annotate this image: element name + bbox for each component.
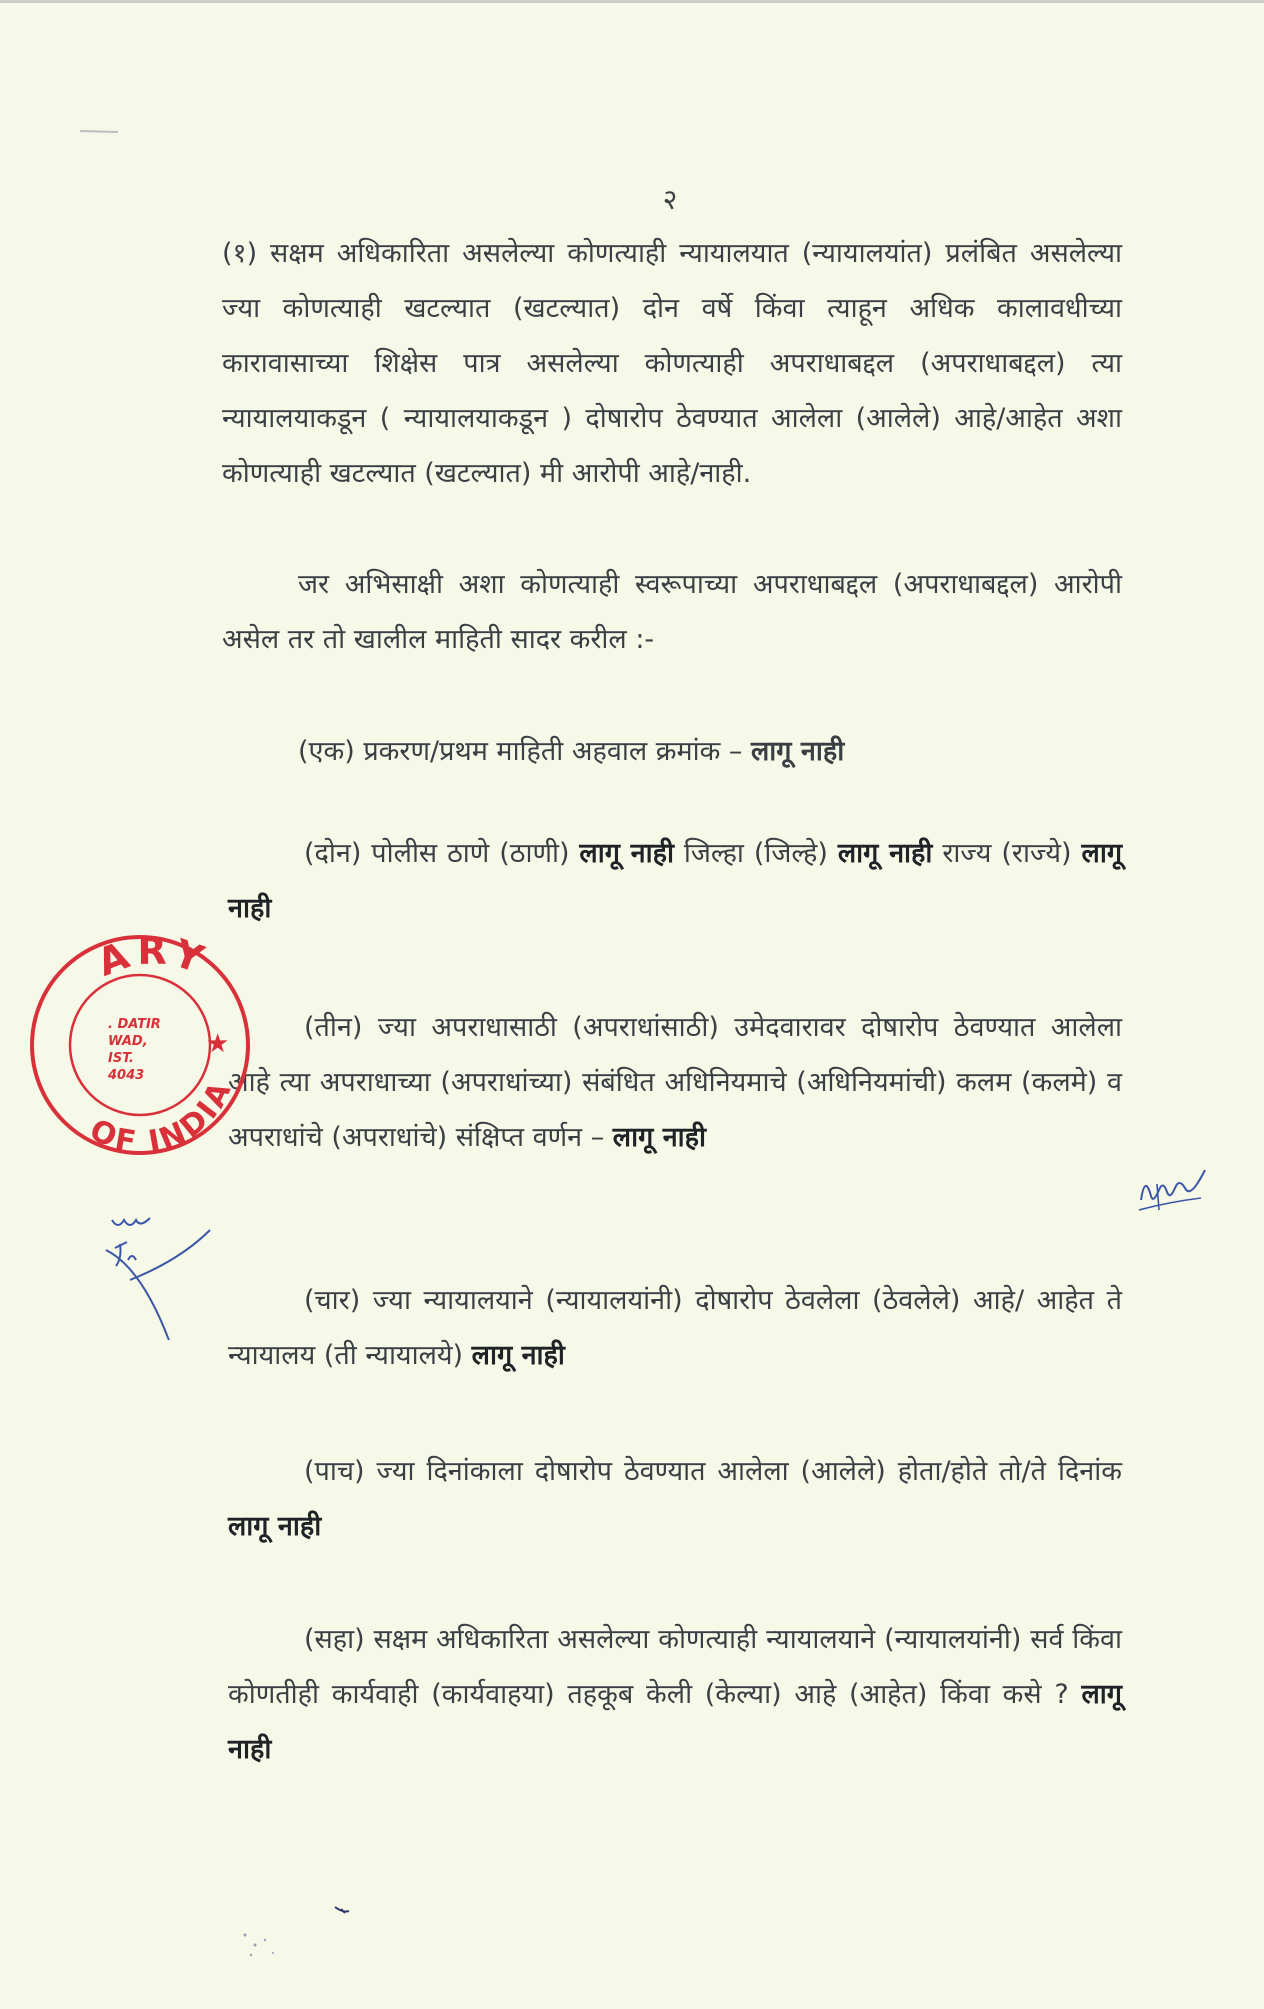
item-text: (तीन) ज्या अपराधासाठी (अपराधांसाठी) उमेदवारावर दोषारोप ठेवण्यात आलेला आहे त्या अपराधाच्या (अपराधांच्या) संबंधित अधिनियमाचे (अधिनियमांची) कलम (कलमे) व अपराधांचे (अपराधांचे) संक्षिप्त वर्णन – — [228, 1012, 1122, 1153]
item-text: जिल्हा (जिल्हे) — [673, 838, 838, 869]
item-case-fir-number — [298, 724, 844, 779]
stamp-line: 4043 — [108, 1068, 145, 1083]
handwritten-signature — [1135, 1170, 1215, 1220]
notary-stamp — [20, 920, 260, 1160]
item-offence-sections — [228, 1000, 1122, 1165]
item-answer: लागू नाही — [228, 1679, 1122, 1765]
accused-note: जर अभिसाक्षी अशा कोणत्याही स्वरूपाच्या अपराधाबद्दल (अपराधाबद्दल) आरोपी असेल तर तो खालील माहिती सादर करील :- — [222, 569, 1122, 655]
item-answer: लागू नाही — [612, 1122, 707, 1153]
item-answer: लागू नाही — [751, 736, 845, 767]
stamp-star-icon: ★ — [206, 1029, 230, 1059]
item-charging-court — [228, 1273, 1122, 1383]
item-answer: लागू नाही — [579, 838, 674, 869]
stamp-line: IST. — [108, 1051, 134, 1066]
page-number: २ — [662, 183, 678, 216]
scan-specks — [225, 1895, 375, 1975]
item-answer: लागू नाही — [228, 1511, 322, 1542]
item-answer: लागू नाही — [471, 1340, 565, 1371]
item-text: राज्य (राज्ये) — [932, 838, 1082, 869]
item-answer: लागू नाही — [837, 838, 933, 869]
item-text: (एक) प्रकरण/प्रथम माहिती अहवाल क्रमांक – — [298, 736, 751, 767]
item-text: (सहा) सक्षम अधिकारिता असलेल्या कोणत्याही न्यायालयाने (न्यायालयांनी) सर्व किंवा कोणतीही कार्यवाही (कार्यवाहया) तहकूब केली (केल्या) आहे (आहेत) किंवा कसे ? — [228, 1624, 1122, 1710]
stamp-line: . DATIR — [108, 1017, 161, 1032]
stamp-text-top: ARY — [91, 928, 215, 985]
svg-text:OF INDIA — [84, 1074, 239, 1160]
item-proceedings-stayed — [228, 1612, 1122, 1777]
stamp-line: WAD, — [108, 1034, 148, 1049]
item-text: (दोन) पोलीस ठाणे (ठाणी) — [304, 838, 580, 869]
item-charge-date — [228, 1444, 1122, 1554]
stamp-text-bottom: OF INDIA — [84, 1074, 240, 1160]
item-text: (पाच) ज्या दिनांकाला दोषारोप ठेवण्यात आलेला (आलेले) होता/होते तो/ते दिनांक — [304, 1456, 1122, 1487]
item-police-station — [228, 826, 1122, 936]
page-top-edge — [0, 0, 1264, 3]
item-text: (चार) ज्या न्यायालयाने (न्यायालयांनी) दोषारोप ठेवलेला (ठेवलेले) आहे/ आहेत ते न्यायालय (ती न्यायालये) — [228, 1285, 1122, 1371]
declaration-clause: (१) सक्षम अधिकारिता असलेल्या कोणत्याही न्यायालयात (न्यायालयांत) प्रलंबित असलेल्या ज्या कोणत्याही खटल्यात (खटल्यात) दोन वर्षे किंवा त्याहून अधिक कालावधीच्या कारावासाच्या शिक्षेस पात्र असलेल्या कोणत्याही अपराधाबद्दल (अपराधाबद्दल) त्या न्यायालयाकडून ( न्यायालयाकडून ) दोषारोप ठेवण्यात आलेला (आलेले) आहे/आहेत अशा कोणत्याही खटल्यात (खटल्यात) मी आरोपी आहे/नाही. — [222, 238, 1122, 489]
scan-mark — [80, 128, 120, 134]
item-answer: लागू नाही — [228, 838, 1123, 924]
handwritten-initials — [100, 1210, 230, 1340]
